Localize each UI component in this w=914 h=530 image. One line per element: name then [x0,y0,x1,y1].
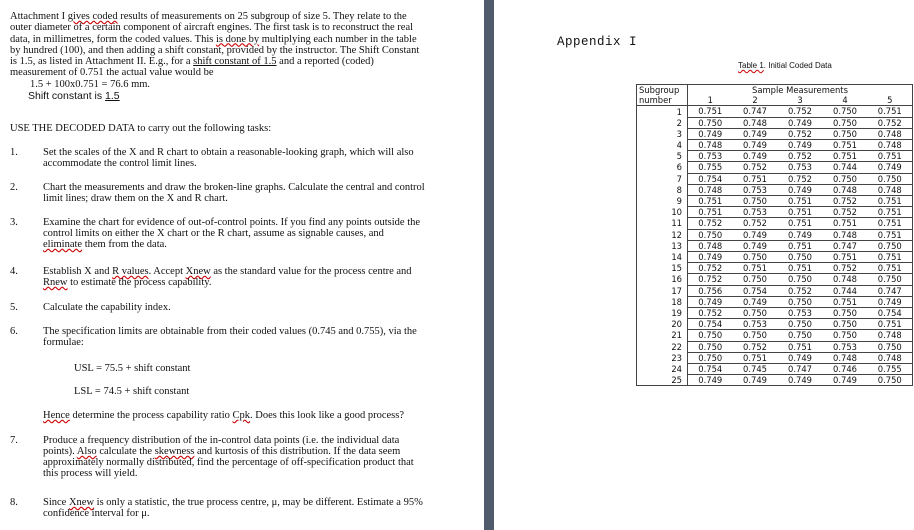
table-body [637,106,913,386]
subgroup-number-cell: 4 [637,140,688,151]
task-text-part: Xnew [68,497,95,508]
task-text-part: calculate the [96,446,155,457]
task-number: 7. [10,435,18,446]
measurement-cell: 0.751 [823,140,868,151]
measurement-cell: 0.752 [778,151,823,162]
measurement-cell: 0.750 [868,341,913,352]
task-text-part: R values [112,266,149,277]
table-row [637,296,913,307]
subgroup-number-cell: 13 [637,240,688,251]
measurement-cell: 0.751 [778,196,823,207]
subgroup-number-cell: 2 [637,117,688,128]
task-text-part: Produce a frequency distribution of the in-control data points (i.e. the individual data points). [43,435,400,457]
measurement-cell: 0.749 [688,296,733,307]
measurement-cell: 0.751 [733,263,778,274]
column-header: 1 [707,95,713,106]
measurement-cell: 0.750 [688,330,733,341]
measurement-cell: 0.751 [778,240,823,251]
measurement-cell: 0.749 [733,240,778,251]
task-text: Calculate the capability index. [43,302,171,313]
table-row [637,274,913,285]
page-divider [484,0,494,530]
measurement-cell: 0.748 [868,140,913,151]
table-caption [738,61,832,70]
measurement-cell: 0.750 [823,330,868,341]
intro-text: multiplying each number in the table by hundred (100), and then adding a shift constant, provided by the instructor. The Shift Constant is 1.5, as listed in Attachment II. E.g., for a [10,33,420,68]
measurement-cell: 0.749 [868,296,913,307]
measurement-cell: 0.748 [823,274,868,285]
measurement-cell: 0.748 [823,184,868,195]
measurement-cell: 0.750 [778,252,823,263]
measurement-cell: 0.752 [733,341,778,352]
measurement-cell: 0.751 [778,263,823,274]
measurement-cell: 0.754 [733,285,778,296]
measurement-cell: 0.750 [688,341,733,352]
subgroup-number-cell: 12 [637,229,688,240]
measurement-cell: 0.749 [733,296,778,307]
task-2 [10,182,425,204]
measurement-cell: 0.750 [733,252,778,263]
task-number: 5. [10,302,18,313]
subgroup-number-cell: 9 [637,196,688,207]
task-text [43,497,425,519]
measurement-cell: 0.750 [688,352,733,363]
measurement-cell: 0.749 [688,375,733,386]
measurement-cell: 0.752 [823,207,868,218]
measurement-cell: 0.752 [778,106,823,117]
measurement-cell: 0.748 [688,140,733,151]
measurement-cell: 0.752 [778,285,823,296]
subgroup-number-cell: 20 [637,319,688,330]
measurement-cell: 0.752 [688,263,733,274]
task-number: 6. [10,326,18,337]
subgroup-header-line: number [639,95,672,106]
example-calculation: 1.5 + 100x0.751 = 76.6 mm. [30,78,151,90]
table-row [637,117,913,128]
column-header: 2 [752,95,758,106]
subgroup-number-cell: 7 [637,173,688,184]
intro-text: gives coded [67,11,118,22]
table-row [637,151,913,162]
subgroup-number-cell: 24 [637,364,688,375]
task-text-part: Establish X and [43,266,113,277]
task-text-part: them from the data. [82,239,167,250]
measurement-cell: 0.749 [778,184,823,195]
table-row [637,229,913,240]
measurement-cell: 0.750 [823,106,868,117]
measurement-cell: 0.754 [868,308,913,319]
measurement-cell: 0.753 [733,184,778,195]
task-text: Set the scales of the X and R chart to obtain a reasonable-looking graph, which will also accommodate the control limit lines. [43,147,414,169]
subgroup-number-cell: 15 [637,263,688,274]
measurement-cell: 0.749 [778,140,823,151]
task-text-part: . Does this look like a good process? [250,410,405,421]
measurement-cell: 0.751 [868,229,913,240]
task-text-part: eliminate [43,239,83,250]
measurement-cell: 0.748 [688,240,733,251]
table-row [637,285,913,296]
table-row [637,375,913,386]
subgroup-number-cell: 16 [637,274,688,285]
subgroup-number-cell: 5 [637,151,688,162]
measurement-cell: 0.749 [733,229,778,240]
measurement-cell: 0.749 [778,352,823,363]
measurement-cell: 0.749 [733,151,778,162]
measurement-cell: 0.750 [823,319,868,330]
measurement-cell: 0.750 [778,296,823,307]
measurement-cell: 0.749 [733,128,778,139]
task-text-part: to estimate the process capability. [67,277,212,288]
measurement-cell: 0.751 [868,263,913,274]
task-text [43,435,425,479]
measurement-cell: 0.750 [868,274,913,285]
measurement-cell: 0.752 [778,128,823,139]
table-row [637,330,913,341]
measurement-cell: 0.751 [868,196,913,207]
intro-text: is done by [215,33,260,45]
measurement-cell: 0.755 [688,162,733,173]
measurement-cell: 0.754 [688,364,733,375]
table-row [637,319,913,330]
table-row [637,308,913,319]
measurement-cell: 0.750 [823,117,868,128]
table-row [637,352,913,363]
task-text-part: Examine the chart for evidence of out-of-control points. If you find any points outside the control limits on either the X chart or the R chart, assume as signable causes, and [43,217,421,239]
subgroup-header-line: Subgroup [639,85,680,95]
tasks-heading: USE THE DECODED DATA to carry out the following tasks: [10,123,272,134]
measurement-cell: 0.750 [778,319,823,330]
measurement-cell: 0.751 [868,106,913,117]
measurement-cell: 0.753 [733,207,778,218]
measurement-cell: 0.747 [733,106,778,117]
measurement-cell: 0.750 [688,229,733,240]
measurement-cell: 0.750 [733,308,778,319]
subgroup-number-cell: 19 [637,308,688,319]
table-row [637,364,913,375]
measurement-cell: 0.750 [868,375,913,386]
table-caption-label: Table 1 [738,61,764,70]
subgroup-number-cell: 23 [637,352,688,363]
table-row [637,341,913,352]
task-number: 1. [10,147,18,158]
measurement-cell: 0.750 [868,173,913,184]
measurement-cell: 0.751 [868,218,913,229]
task-text: Chart the measurements and draw the broken-line graphs. Calculate the central and control limit lines; draw them on the X and R chart. [43,182,425,204]
task-text-part: Xnew [185,266,211,277]
intro-text: and a reported (coded) measurement of 0.751 the actual value would be [10,56,374,79]
sample-measurements-header: Sample Measurements [688,85,913,96]
table-row [637,218,913,229]
task-8 [10,497,425,519]
task-text-part: skewness [154,446,195,457]
measurement-cell: 0.750 [868,240,913,251]
task-text-part: is only a statistic, the true process centre, μ, may be different. Estimate a 95% confidence interval for μ. [43,497,423,519]
subgroup-number-cell: 17 [637,285,688,296]
task-text-part: Since [43,497,69,508]
measurement-cell: 0.751 [733,352,778,363]
task-6 [10,326,425,348]
measurement-cell: 0.751 [823,252,868,263]
measurement-cell: 0.749 [778,229,823,240]
subgroup-number-cell: 3 [637,128,688,139]
measurement-cell: 0.752 [868,117,913,128]
column-header: 5 [868,95,913,106]
intro-paragraph [10,11,425,102]
task-number: 4. [10,266,18,277]
table-row [637,263,913,274]
task-text-part: as the standard value for the process centre and [210,266,412,277]
table-row [637,173,913,184]
measurement-cell: 0.747 [823,240,868,251]
task-text-part: Also [76,446,97,457]
subgroup-number-cell: 18 [637,296,688,307]
measurement-cell: 0.750 [688,117,733,128]
task-number: 8. [10,497,18,508]
measurement-cell: 0.751 [823,218,868,229]
measurement-cell: 0.752 [733,162,778,173]
task-number: 3. [10,217,18,228]
measurement-cell: 0.753 [688,151,733,162]
measurement-cell: 0.755 [868,364,913,375]
measurement-cell: 0.749 [688,128,733,139]
task-1 [10,147,425,169]
table-row [637,184,913,195]
lsl-formula: LSL = 74.5 + shift constant [74,386,190,397]
measurement-cell: 0.745 [733,364,778,375]
task-text-part: determine the process capability ratio [69,410,233,421]
usl-formula: USL = 75.5 + shift constant [74,363,191,374]
intro-text: shift constant of 1.5 [193,56,277,68]
measurement-cell: 0.749 [778,375,823,386]
measurement-cell: 0.752 [688,308,733,319]
measurement-cell: 0.751 [868,151,913,162]
measurement-cell: 0.747 [778,364,823,375]
measurement-cell: 0.751 [778,207,823,218]
measurement-cell: 0.751 [688,106,733,117]
measurement-cell: 0.751 [823,296,868,307]
task-6-conclusion [10,410,425,421]
subgroup-number-cell: 8 [637,184,688,195]
measurement-cell: 0.748 [868,352,913,363]
measurement-cell: 0.750 [778,330,823,341]
measurement-cell: 0.752 [688,274,733,285]
measurement-cell: 0.748 [868,330,913,341]
measurement-cell: 0.749 [733,140,778,151]
subgroup-number-cell: 1 [637,106,688,117]
task-text-part: and kurtosis of this distribution. If the data seem approximately normally distributed, find the percentage of off-specification product that this process will yield. [43,446,414,479]
measurement-cell: 0.752 [823,196,868,207]
measurement-cell: 0.753 [823,341,868,352]
measurement-cell: 0.744 [823,285,868,296]
coded-data-table [636,84,913,386]
measurement-cell: 0.746 [823,364,868,375]
task-text-part: Cpk [232,410,251,421]
measurement-cell: 0.751 [688,207,733,218]
task-3 [10,217,425,250]
subgroup-number-cell: 21 [637,330,688,341]
measurement-cell: 0.749 [868,162,913,173]
measurement-cell: 0.750 [733,274,778,285]
table-row [637,252,913,263]
shift-constant-line [28,91,425,102]
measurement-cell: 0.748 [733,117,778,128]
table-row [637,106,913,117]
measurement-cell: 0.752 [778,173,823,184]
table-row [637,162,913,173]
measurement-cell: 0.751 [733,173,778,184]
measurement-cell: 0.754 [688,173,733,184]
subgroup-header [637,85,688,106]
measurement-cell: 0.749 [778,117,823,128]
measurement-cell: 0.753 [733,319,778,330]
measurement-cell: 0.750 [733,196,778,207]
measurement-cell: 0.750 [733,330,778,341]
task-7 [10,435,425,479]
subgroup-number-cell: 14 [637,252,688,263]
measurement-cell: 0.751 [778,341,823,352]
measurement-cell: 0.750 [778,274,823,285]
subgroup-number-cell: 10 [637,207,688,218]
task-4 [10,266,425,288]
subgroup-number-cell: 6 [637,162,688,173]
measurement-cell: 0.751 [778,218,823,229]
measurement-cell: 0.751 [868,207,913,218]
task-text [43,217,425,250]
measurement-cell: 0.747 [868,285,913,296]
table-row [637,140,913,151]
measurement-cell: 0.751 [868,319,913,330]
measurement-cell: 0.752 [823,263,868,274]
task-text-part: Rnew [43,277,68,288]
measurement-cell: 0.753 [778,162,823,173]
subgroup-number-cell: 25 [637,375,688,386]
task-text-part: Hence [43,410,70,421]
intro-text: Attachment I [10,11,68,22]
measurement-cell: 0.744 [823,162,868,173]
intro-text: results of measurements on 25 subgroup of size 5. They relate to the outer diameter of a certain component of aircraft engines. The first task is to reconstruct the real data, in millimetres, form the coded values. This [10,11,414,45]
task-text [43,410,425,421]
shift-constant-value: 1.5 [105,90,120,103]
measurement-cell: 0.751 [823,151,868,162]
subgroup-number-cell: 22 [637,341,688,352]
table-row [637,207,913,218]
task-5 [10,302,425,313]
measurement-cell: 0.752 [733,218,778,229]
table-row [637,196,913,207]
table-row [637,128,913,139]
column-header: 4 [842,95,848,106]
task-number: 2. [10,182,18,193]
shift-constant-label: Shift constant is [28,90,106,103]
measurement-cell: 0.749 [823,375,868,386]
measurement-cell: 0.748 [868,184,913,195]
column-header: 3 [797,95,803,106]
measurement-cell: 0.748 [823,352,868,363]
measurement-cell: 0.756 [688,285,733,296]
measurement-cell: 0.749 [733,375,778,386]
table-row [637,240,913,251]
measurement-cell: 0.754 [688,319,733,330]
measurement-cell: 0.751 [868,252,913,263]
subgroup-number-cell: 11 [637,218,688,229]
measurement-cell: 0.753 [778,308,823,319]
measurement-cell: 0.750 [823,173,868,184]
measurement-cell: 0.748 [868,128,913,139]
measurement-cell: 0.752 [688,218,733,229]
appendix-title: Appendix I [557,35,638,49]
measurement-cell: 0.749 [688,252,733,263]
measurement-cell: 0.748 [823,229,868,240]
measurement-cell: 0.748 [688,184,733,195]
measurement-cell: 0.750 [823,308,868,319]
measurement-cell: 0.751 [688,196,733,207]
table-caption-text: . Initial Coded Data [763,61,832,70]
measurement-cell: 0.750 [823,128,868,139]
task-text-part: . Accept [148,266,186,277]
task-text [43,266,425,288]
task-text: The specification limits are obtainable from their coded values (0.745 and 0.755), via the formulae: [43,326,417,348]
